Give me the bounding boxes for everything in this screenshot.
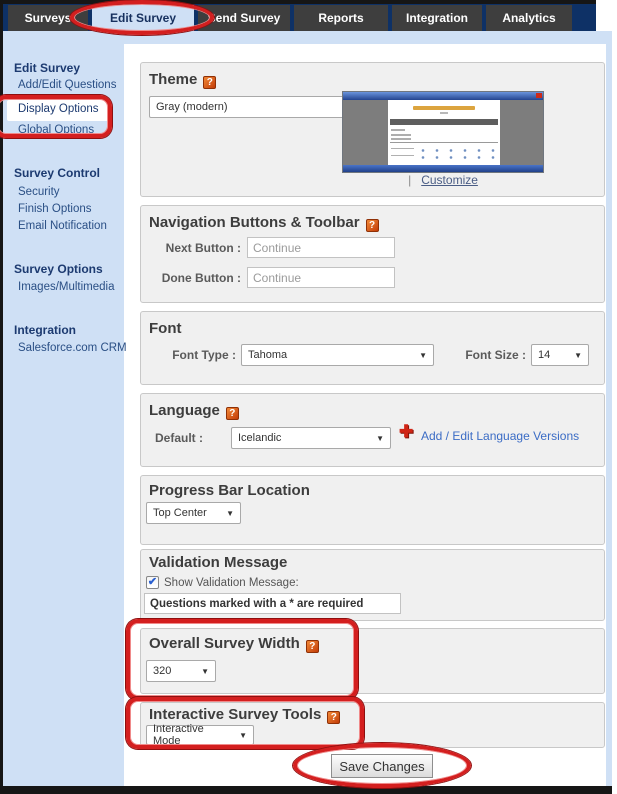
add-edit-language-link[interactable]: Add / Edit Language Versions xyxy=(421,429,580,443)
language-value: Icelandic xyxy=(238,432,282,444)
chevron-down-icon: ▼ xyxy=(226,508,234,518)
preview-text-line xyxy=(391,138,411,140)
theme-title xyxy=(149,71,216,89)
section-progress-bar xyxy=(140,475,605,545)
tab-edit-survey[interactable]: Edit Survey xyxy=(92,5,194,31)
tab-integration[interactable]: Integration xyxy=(392,5,482,31)
sidebar-heading-edit-survey: Edit Survey xyxy=(14,61,81,75)
chevron-down-icon: ▼ xyxy=(201,666,209,676)
section-validation xyxy=(140,549,605,621)
navigation-title xyxy=(149,214,379,232)
sidebar-item-security[interactable]: Security xyxy=(18,186,60,198)
validation-title-text: Validation Message xyxy=(149,554,288,571)
help-icon[interactable]: ? xyxy=(366,219,379,232)
language-dropdown[interactable] xyxy=(231,427,391,449)
interactive-title xyxy=(149,706,340,724)
language-title-text: Language xyxy=(149,402,220,419)
theme-preview-thumbnail xyxy=(342,91,544,173)
show-validation-label: Show Validation Message: xyxy=(164,577,299,589)
done-button-input[interactable] xyxy=(247,267,395,288)
chevron-down-icon: ▼ xyxy=(376,433,384,443)
preview-radio-grid xyxy=(416,147,496,162)
progress-location-value: Top Center xyxy=(153,507,207,519)
tab-analytics[interactable]: Analytics xyxy=(486,5,572,31)
section-font xyxy=(140,311,605,385)
section-interactive-tools xyxy=(140,702,605,748)
customize-link[interactable]: Customize xyxy=(421,173,478,187)
help-icon[interactable]: ? xyxy=(306,640,319,653)
width-title xyxy=(149,635,319,653)
customize-row xyxy=(342,173,544,187)
check-icon: ✔ xyxy=(147,576,158,588)
section-theme xyxy=(140,62,605,197)
tab-send-survey[interactable]: Send Survey xyxy=(198,5,290,31)
interactive-mode-dropdown[interactable] xyxy=(146,725,254,745)
preview-caption-line xyxy=(440,112,449,114)
preview-statusbar xyxy=(343,165,543,172)
preview-divider xyxy=(390,142,498,143)
font-title-text: Font xyxy=(149,320,182,337)
font-type-value: Tahoma xyxy=(248,349,288,361)
done-button-label: Done Button : xyxy=(161,271,241,285)
font-type-label: Font Type : xyxy=(172,348,236,362)
preview-titlebar xyxy=(343,92,543,100)
help-icon[interactable]: ? xyxy=(203,76,216,89)
sidebar-item-email-notification[interactable]: Email Notification xyxy=(18,220,107,232)
preview-header-band xyxy=(390,119,498,125)
interactive-title-text: Interactive Survey Tools xyxy=(149,706,322,723)
theme-title-text: Theme xyxy=(149,71,198,88)
plus-icon[interactable]: ✚ xyxy=(399,422,414,441)
font-size-label: Font Size : xyxy=(465,348,526,362)
section-navigation-buttons xyxy=(140,205,605,303)
progress-location-dropdown[interactable] xyxy=(146,502,241,524)
sidebar-item-images-multimedia[interactable]: Images/Multimedia xyxy=(18,281,115,293)
chevron-down-icon: ▼ xyxy=(239,730,247,740)
progress-title-text: Progress Bar Location xyxy=(149,482,310,499)
frame-border xyxy=(0,786,612,794)
survey-width-dropdown[interactable] xyxy=(146,660,216,682)
preview-close-icon xyxy=(536,93,542,98)
sidebar-heading-survey-control: Survey Control xyxy=(14,166,101,180)
font-size-value: 14 xyxy=(538,349,551,361)
survey-width-value: 320 xyxy=(153,665,172,677)
font-type-dropdown[interactable] xyxy=(241,344,434,366)
preview-row-labels xyxy=(391,148,414,162)
font-size-dropdown[interactable] xyxy=(531,344,589,366)
sidebar-item-add-edit-questions[interactable]: Add/Edit Questions xyxy=(18,79,117,91)
chevron-down-icon: ▼ xyxy=(574,350,582,360)
separator: | xyxy=(408,173,412,187)
tab-surveys[interactable]: Surveys xyxy=(8,5,88,31)
navigation-title-text: Navigation Buttons & Toolbar xyxy=(149,214,360,231)
sidebar-heading-integration: Integration xyxy=(14,323,76,337)
preview-progress-bar xyxy=(413,106,476,110)
tab-reports[interactable]: Reports xyxy=(294,5,388,31)
save-changes-button[interactable]: Save Changes xyxy=(331,754,433,778)
preview-text-line xyxy=(391,134,411,136)
section-survey-width xyxy=(140,628,605,694)
progress-title xyxy=(149,482,310,499)
width-title-text: Overall Survey Width xyxy=(149,635,300,652)
sidebar-item-salesforce-crm[interactable]: Salesforce.com CRM xyxy=(18,342,127,354)
next-button-input[interactable] xyxy=(247,237,395,258)
theme-dropdown[interactable] xyxy=(149,96,357,118)
validation-title xyxy=(149,554,287,571)
top-nav-bar xyxy=(3,4,596,31)
interactive-mode-value: Interactive Mode xyxy=(153,723,204,747)
sidebar-heading-survey-options: Survey Options xyxy=(14,262,103,276)
help-icon[interactable]: ? xyxy=(226,407,239,420)
preview-body xyxy=(388,100,500,165)
help-icon[interactable]: ? xyxy=(327,711,340,724)
validation-message-input[interactable] xyxy=(144,593,401,614)
next-button-label: Next Button : xyxy=(165,241,241,255)
chevron-down-icon: ▼ xyxy=(419,350,427,360)
sidebar-item-finish-options[interactable]: Finish Options xyxy=(18,203,92,215)
sidebar-item-display-options[interactable]: Display Options xyxy=(18,103,99,115)
language-title xyxy=(149,402,239,420)
show-validation-checkbox[interactable] xyxy=(146,576,159,589)
preview-text-line xyxy=(391,129,405,131)
section-language xyxy=(140,393,605,467)
sidebar-item-global-options[interactable]: Global Options xyxy=(18,124,95,136)
theme-dropdown-value: Gray (modern) xyxy=(156,101,228,113)
language-default-label: Default : xyxy=(155,431,203,445)
font-title xyxy=(149,320,181,337)
